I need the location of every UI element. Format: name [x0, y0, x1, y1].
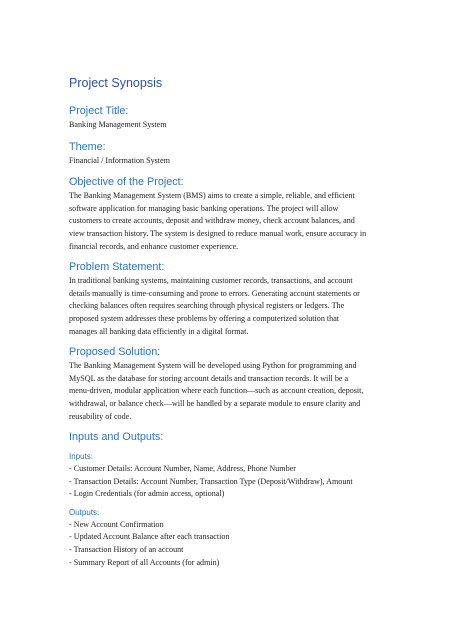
objective-paragraph	[69, 190, 409, 253]
inputs-list	[69, 463, 409, 501]
problem-line: In traditional banking systems, maintaining customer records, transactions, and account	[69, 276, 353, 286]
list-item: - Customer Details: Account Number, Name, Address, Phone Number	[69, 464, 296, 474]
problem-line: proposed system addresses these problems by offering a computerized solution that	[69, 313, 340, 323]
solution-line: The Banking Management System will be developed using Python for programming and	[69, 361, 357, 371]
list-item: - Transaction Details: Account Number, Transaction Type (Deposit/Withdraw), Amount	[69, 476, 353, 486]
list-item: - Updated Account Balance after each transaction	[69, 532, 230, 542]
solution-line: menu-driven, modular application where each function—such as account creation, deposit,	[69, 386, 364, 396]
problem-paragraph	[69, 275, 409, 338]
solution-line: MySQL as the database for storing account details and transaction records. It will be a	[69, 373, 349, 383]
problem-line: checking balances often requires searching through physical registers or ledgers. The	[69, 301, 345, 311]
solution-line: withdrawal, or balance check—will be handled by a separate module to ensure clarity and	[69, 398, 361, 408]
solution-paragraph	[69, 360, 409, 423]
objective-heading: Objective of the Project:	[69, 176, 184, 189]
theme-value: Financial / Information System	[69, 155, 170, 165]
io-heading: Inputs and Outputs:	[69, 431, 164, 444]
outputs-heading: Outputs:	[69, 507, 100, 517]
project-title-value: Banking Management System	[69, 120, 167, 129]
list-item: - Summary Report of all Accounts (for admin)	[69, 557, 220, 567]
theme-heading: Theme:	[69, 140, 106, 153]
document-page	[69, 74, 409, 569]
problem-line: details manually is time-consuming and prone to errors. Generating account statements or	[69, 288, 360, 298]
list-item: - Login Credentials (for admin access, optional)	[69, 489, 225, 499]
document-title: Project Synopsis	[69, 76, 163, 90]
objective-line: customers to create accounts, deposit and withdraw money, check account balances, and	[69, 216, 355, 226]
objective-line: financial records, and enhance customer experience.	[69, 241, 239, 251]
objective-line: view transaction history. The system is designed to reduce manual work, ensure accuracy in	[69, 228, 367, 238]
solution-heading: Proposed Solution:	[69, 346, 161, 359]
solution-line: reusability of code.	[69, 411, 132, 421]
project-title-heading: Project Title:	[69, 105, 129, 117]
problem-heading: Problem Statement:	[69, 261, 165, 274]
objective-line: The Banking Management System (BMS) aims to create a simple, reliable, and efficient	[69, 191, 355, 201]
problem-line: manages all banking data efficiently in a digital format.	[69, 326, 249, 336]
outputs-list	[69, 519, 409, 569]
list-item: - Transaction History of an account	[69, 545, 184, 555]
inputs-heading: Inputs:	[69, 452, 94, 462]
list-item: - New Account Confirmation	[69, 519, 164, 529]
objective-line: software application for managing basic banking operations. The project will allow	[69, 203, 339, 213]
